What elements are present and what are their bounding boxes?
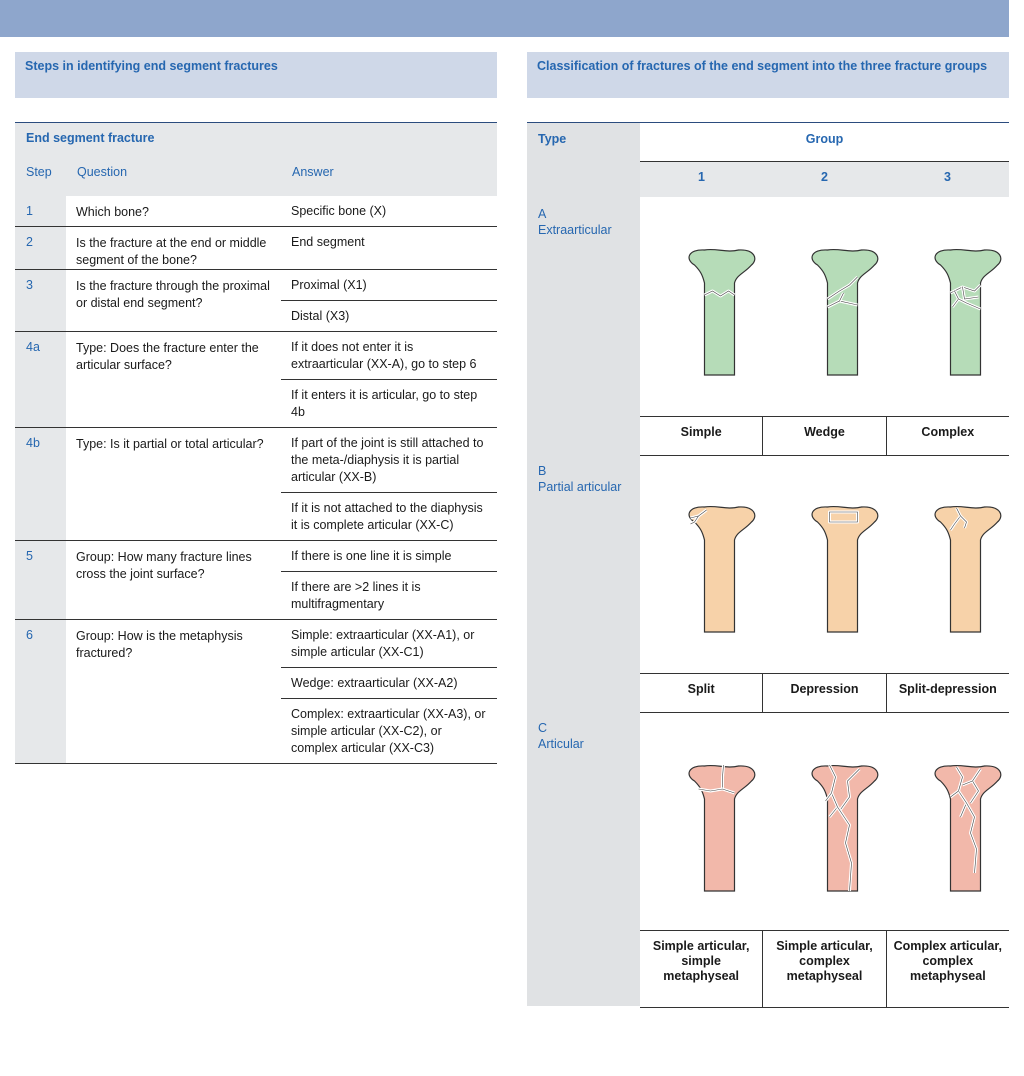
bone-shape: [689, 507, 755, 632]
step-question: Type: Does the fracture enter the articular surface?: [76, 341, 259, 372]
step-row: [15, 620, 497, 764]
step-row: [15, 196, 497, 227]
type-name: Extraarticular: [538, 223, 612, 237]
group-number: 1: [698, 170, 705, 184]
step-number: 1: [15, 196, 66, 226]
type-letter: A: [538, 207, 547, 221]
group-captions: [640, 930, 1009, 1008]
type-section: [527, 454, 1009, 711]
step-answer: If there is one line it is simple: [281, 541, 497, 572]
step-answer: If it is not attached to the diaphysis it is complete articular (XX-C): [291, 501, 483, 532]
group-caption: Wedge: [762, 417, 885, 455]
step-number: 4b: [15, 428, 66, 540]
type-label: [538, 206, 633, 238]
step-question: Group: How is the metaphysis fractured?: [76, 629, 243, 660]
group-caption: Complex: [886, 417, 1009, 455]
bone-shape: [689, 250, 755, 375]
bone-illustration: [781, 247, 904, 379]
steps-table-title: End segment fracture: [26, 131, 155, 145]
bone-illustration: [904, 247, 1024, 379]
col-question-header: Question: [77, 165, 128, 179]
type-label: [538, 463, 633, 495]
step-row: [15, 428, 497, 541]
step-row: [15, 332, 497, 428]
type-section: [527, 197, 1009, 454]
bone-shape: [935, 507, 1001, 632]
group-caption: Split: [687, 682, 715, 696]
right-section-header: Classification of fractures of the end segment into the three fracture groups: [527, 52, 1009, 98]
step-question: Which bone?: [76, 205, 149, 219]
group-caption: Split-depression: [886, 674, 1009, 712]
bone-illustration: [658, 247, 781, 379]
step-number: 2: [15, 227, 66, 269]
step-answer: Wedge: extraarticular (XX-A2): [281, 668, 497, 699]
group-caption: Simple: [680, 425, 722, 439]
bone-shape: [812, 766, 878, 891]
left-section-header: Steps in identifying end segment fractures: [15, 52, 497, 98]
step-answer: End segment: [291, 235, 365, 249]
type-letter: C: [538, 721, 548, 735]
bone-illustration: [781, 504, 904, 636]
step-answer: Simple: extraarticular (XX-A1), or simple articular (XX-C1): [281, 620, 497, 668]
step-number: 5: [15, 541, 66, 619]
steps-table: [15, 122, 497, 764]
step-answer: Specific bone (X): [291, 204, 387, 218]
bone-shape: [935, 250, 1001, 375]
group-captions: [640, 673, 1009, 713]
group-caption: Depression: [762, 674, 885, 712]
type-name: Articular: [538, 737, 584, 751]
type-section: [527, 711, 1009, 1006]
step-answer: If there are >2 lines it is multifragmentary: [291, 580, 421, 611]
step-answer: If part of the joint is still attached to the meta-/diaphysis it is partial articular (XX-B): [281, 428, 497, 493]
step-answer: Proximal (X1): [281, 270, 497, 301]
step-answer: Complex: extraarticular (XX-A3), or simple articular (XX-C2), or complex articular (XX-C3): [291, 707, 486, 755]
group-caption: Simple articular, complex metaphyseal: [762, 931, 885, 1007]
step-question: Is the fracture at the end or middle segment of the bone?: [76, 236, 267, 267]
type-name: Partial articular: [538, 480, 622, 494]
step-row: [15, 270, 497, 332]
col-step-header: Step: [26, 165, 52, 179]
bone-shape: [812, 250, 878, 375]
type-header: Type: [538, 132, 567, 146]
steps-table-body: [15, 196, 497, 764]
group-captions: [640, 416, 1009, 456]
type-letter: B: [538, 464, 547, 478]
step-number: 4a: [15, 332, 66, 427]
group-number: 2: [821, 170, 828, 184]
group-header: Group: [640, 123, 1009, 162]
classification-table: [527, 122, 1009, 983]
bone-illustration: [658, 763, 781, 895]
step-number: 6: [15, 620, 66, 763]
col-answer-header: Answer: [292, 165, 334, 179]
step-question: Is the fracture through the proximal or distal end segment?: [76, 279, 270, 310]
step-question: Group: How many fracture lines cross the joint surface?: [76, 550, 252, 581]
group-caption: Simple articular, simple metaphyseal: [652, 939, 750, 983]
group-caption: Complex articular, complex metaphyseal: [886, 931, 1009, 1007]
top-banner: [0, 0, 1009, 37]
step-answer: Distal (X3): [291, 309, 350, 323]
bone-shape: [812, 507, 878, 632]
step-answer: If it does not enter it is extraarticular (XX-A), go to step 6: [281, 332, 497, 380]
step-answer: If it enters it is articular, go to step 4b: [291, 388, 478, 419]
bone-illustration: [904, 763, 1024, 895]
bone-illustration: [781, 763, 904, 895]
group-number: 3: [944, 170, 951, 184]
step-row: [15, 227, 497, 270]
type-label: [538, 720, 633, 752]
group-number-header: [640, 162, 1009, 197]
step-row: [15, 541, 497, 620]
bone-illustration: [658, 504, 781, 636]
bone-illustration: [904, 504, 1024, 636]
steps-table-header: [15, 123, 497, 196]
step-question: Type: Is it partial or total articular?: [76, 437, 264, 451]
step-number: 3: [15, 270, 66, 331]
